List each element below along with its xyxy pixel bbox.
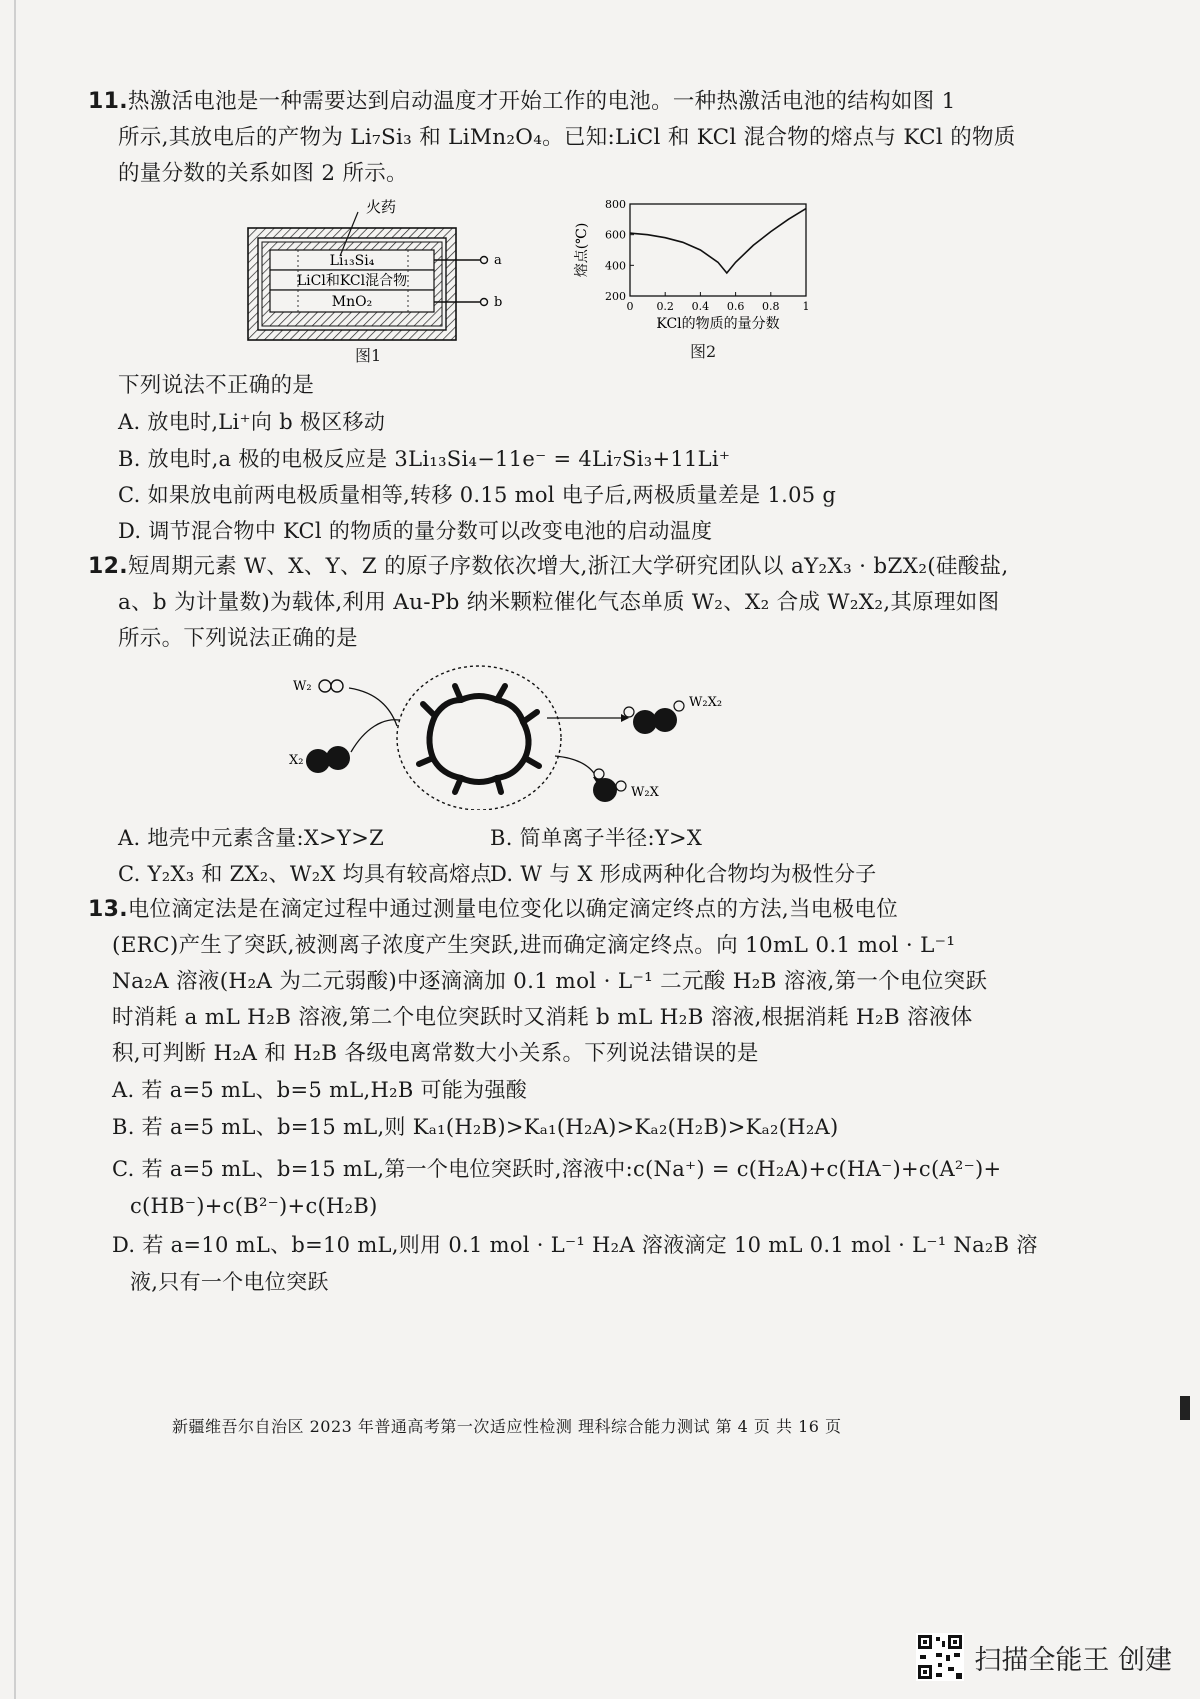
q12-option-b: B. 简单离子半径:Y>X bbox=[490, 826, 703, 850]
w2x-x-atom bbox=[593, 778, 617, 802]
silicate-ring bbox=[419, 686, 539, 792]
chart-xtick-label: 0.2 bbox=[656, 300, 674, 313]
figure-1-battery bbox=[240, 194, 510, 364]
chart-series-line bbox=[630, 209, 806, 273]
q13-option-c-cont: c(HB⁻)+c(B²⁻)+c(H₂B) bbox=[130, 1194, 378, 1218]
q12-option-d: D. W 与 X 形成两种化合物均为极性分子 bbox=[490, 862, 877, 886]
gunpowder-label: 火药 bbox=[366, 198, 397, 216]
q11-option-d: D. 调节混合物中 KCl 的物质的量分数可以改变电池的启动温度 bbox=[118, 519, 713, 543]
chart-xtick-label: 1 bbox=[802, 300, 810, 313]
q13-option-a: A. 若 a=5 mL、b=5 mL,H₂B 可能为强酸 bbox=[112, 1078, 528, 1102]
x2-label: X₂ bbox=[289, 753, 304, 768]
q13-stem-4: 时消耗 a mL H₂B 溶液,第二个电位突跃时又消耗 b mL H₂B 溶液,根据消耗 H₂B 溶液体 bbox=[112, 1005, 973, 1030]
q13-stem-5: 积,可判断 H₂A 和 H₂B 各级电离常数大小关系。下列说法错误的是 bbox=[112, 1041, 759, 1066]
w2x2-w-atom-1 bbox=[624, 707, 634, 717]
chart-xtick-label: 0.6 bbox=[726, 300, 745, 313]
q11-option-a: A. 放电时,Li⁺向 b 极区移动 bbox=[118, 410, 386, 434]
w2x2-x-atom-2 bbox=[653, 708, 677, 732]
arrow-x2-in bbox=[351, 720, 399, 752]
q13-option-c: C. 若 a=5 mL、b=15 mL,第一个电位突跃时,溶液中:c(Na⁺) = c(H₂A)+c(HA⁻)+c(A²⁻)+ bbox=[112, 1157, 1002, 1181]
figure-1-caption: 图1 bbox=[355, 346, 382, 365]
w2-atom-1 bbox=[319, 680, 331, 692]
catalyst-boundary bbox=[397, 666, 561, 810]
layer-bot-label: MnO₂ bbox=[331, 294, 373, 310]
q11-stem-3: 的量分数的关系如图 2 所示。 bbox=[118, 161, 408, 186]
q12-stem-1: 短周期元素 W、X、Y、Z 的原子序数依次增大,浙江大学研究团队以 aY₂X₃ · bZX₂(硅酸盐, bbox=[127, 554, 1009, 579]
q11-stem-line-1 bbox=[88, 88, 956, 116]
q12-stem-2: a、b 为计量数)为载体,利用 Au-Pb 纳米颗粒催化气态单质 W₂、X₂ 合成 W₂X₂,其原理如图 bbox=[118, 590, 1000, 615]
q11-stem-2: 所示,其放电后的产物为 Li₇Si₃ 和 LiMn₂O₄。已知:LiCl 和 KCl 混合物的熔点与 KCl 的物质 bbox=[118, 125, 1016, 150]
q12-stem-line-1 bbox=[88, 553, 1008, 581]
chart-ytick-label: 600 bbox=[605, 228, 626, 242]
terminal-a-dot bbox=[481, 257, 488, 264]
qr-code-icon bbox=[916, 1633, 964, 1681]
q11-stem-1: 热激活电池是一种需要达到启动温度才开始工作的电池。一种热激活电池的结构如图 1 bbox=[127, 89, 956, 114]
chart-plot-frame bbox=[630, 204, 806, 296]
q13-stem-line-1 bbox=[88, 896, 898, 924]
q11-option-b: B. 放电时,a 极的电极反应是 3Li₁₃Si₄−11e⁻ = 4Li₇Si₃+11Li⁺ bbox=[118, 447, 731, 471]
page-footer: 新疆维吾尔自治区 2023 年普通高考第一次适应性检测 理科综合能力测试 第 4 页 共 16 页 bbox=[172, 1417, 842, 1436]
layer-mid-label: LiCl和KCl混合物 bbox=[296, 273, 408, 289]
chart-ytick-label: 400 bbox=[605, 259, 626, 273]
terminal-b-dot bbox=[481, 299, 488, 306]
q11-question: 下列说法不正确的是 bbox=[118, 373, 315, 398]
chart-xlabel: KCl的物质的量分数 bbox=[656, 316, 780, 332]
watermark-text: 扫描全能王 创建 bbox=[974, 1644, 1172, 1676]
q11-option-c: C. 如果放电前两电极质量相等,转移 0.15 mol 电子后,两极质量差是 1.05 g bbox=[118, 483, 837, 507]
w2x-w-atom-1 bbox=[594, 769, 604, 779]
w2-atom-2 bbox=[331, 680, 343, 692]
terminal-a-label: a bbox=[494, 253, 502, 268]
chart-ytick-label: 800 bbox=[605, 198, 626, 211]
chart-xtick-label: 0 bbox=[626, 300, 634, 313]
q13-option-b: B. 若 a=5 mL、b=15 mL,则 Kₐ₁(H₂B)>Kₐ₁(H₂A)>Kₐ₂(H₂B)>Kₐ₂(H₂A) bbox=[112, 1115, 839, 1139]
scanner-watermark bbox=[916, 1633, 1172, 1681]
scan-marker bbox=[1180, 1396, 1190, 1420]
q12-stem-3: 所示。下列说法正确的是 bbox=[118, 626, 358, 651]
layer-top-label: Li₁₃Si₄ bbox=[329, 253, 375, 269]
q12-number: 12. bbox=[88, 554, 128, 579]
chart-ytick-label: 200 bbox=[605, 290, 626, 303]
catalyst-diagram bbox=[285, 660, 745, 810]
q13-option-d: D. 若 a=10 mL、b=10 mL,则用 0.1 mol · L⁻¹ H₂A 溶液滴定 10 mL 0.1 mol · L⁻¹ Na₂B 溶 bbox=[112, 1233, 1038, 1257]
q13-option-d-cont: 液,只有一个电位突跃 bbox=[130, 1270, 329, 1294]
q11-number: 11. bbox=[88, 89, 128, 114]
q13-number: 13. bbox=[88, 897, 128, 922]
q13-stem-1: 电位滴定法是在滴定过程中通过测量电位变化以确定滴定终点的方法,当电极电位 bbox=[127, 897, 899, 922]
scan-edge bbox=[14, 0, 16, 1699]
w2x-label: W₂X bbox=[631, 785, 659, 800]
x2-atom-2 bbox=[326, 746, 350, 770]
w2x2-w-atom-2 bbox=[674, 701, 684, 711]
w2x-w-atom-2 bbox=[616, 781, 626, 791]
q12-option-c: C. Y₂X₃ 和 ZX₂、W₂X 均具有较高熔点 bbox=[118, 862, 492, 886]
terminal-b-label: b bbox=[494, 295, 503, 310]
q12-option-a: A. 地壳中元素含量:X>Y>Z bbox=[118, 826, 384, 850]
arrow-w2x-out bbox=[555, 756, 597, 778]
chart-ylabel: 熔点(℃) bbox=[574, 222, 590, 278]
chart-xtick-label: 0.4 bbox=[691, 300, 710, 313]
w2-label: W₂ bbox=[293, 679, 312, 694]
figure-2-caption: 图2 bbox=[690, 342, 717, 361]
w2x2-label: W₂X₂ bbox=[689, 695, 723, 710]
q13-stem-2: (ERC)产生了突跃,被测离子浓度产生突跃,进而确定滴定终点。向 10mL 0.1 mol · L⁻¹ bbox=[112, 933, 956, 958]
chart-xtick-label: 0.8 bbox=[762, 300, 780, 313]
q13-stem-3: Na₂A 溶液(H₂A 为二元弱酸)中逐滴滴加 0.1 mol · L⁻¹ 二元酸 H₂B 溶液,第一个电位突跃 bbox=[112, 969, 988, 994]
